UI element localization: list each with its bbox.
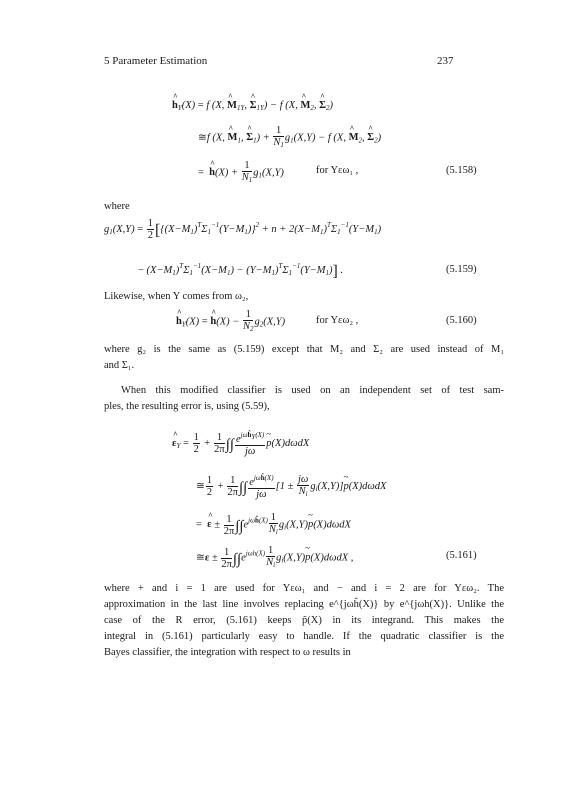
condition-omega2: for Yεω₂ ,	[316, 315, 359, 326]
equation-g1-line2: − $(X-M_1)^T\Sigma_1^{-1}(X-M_1) - (Y-M_1)^T\Sigma_1^{-1}(Y-M_1)$] .	[138, 262, 344, 280]
final-paragraph-line1: where + and i = 1 are used for Yεω₁ and − and i = 2 are for Yεω₂. The	[104, 583, 504, 594]
final-paragraph-line4: integral in (5.161) particularly easy to handle. If the quadratic classifier is the	[104, 631, 504, 642]
paragraph-classifier-line1: When this modified classifier is used on an independent set of test sam-	[121, 385, 504, 396]
likewise-text: Likewise, when Y comes from ω₂,	[104, 291, 249, 302]
paragraph-classifier-line2: ples, the resulting error is, using (5.59),	[104, 401, 270, 412]
condition-omega1: for Yεω₁ ,	[316, 165, 359, 176]
where-label-1: where	[104, 201, 130, 212]
equation-error-line2: ≅ $\frac{1}{2}$ + $\frac{1}{2\pi}$ ∫∫ $\frac{e^{j\omega ĥ(X)}}{j\omega}$ [1 ± $\frac{j\omega}{N_i}$ $g_i(X,Y)]\sim$ p(X)dωdX	[196, 473, 386, 500]
equation-number-5-158: (5.158)	[446, 165, 477, 176]
where-g2-line1: where g₂ is the same as (5.159) except that M₂ and Σ₂ are used instead of M₁	[104, 344, 504, 355]
equation-error-line4: ≅ε ± $\frac{1}{2\pi}$ $\int\int e^{j\omega h(X)}$ $\frac{1}{N_i}$ $g_i(X,Y)\sim$ p(X)dωdX ,	[196, 545, 353, 571]
running-header-chapter: 5 Parameter Estimation	[104, 55, 208, 67]
equation-g1-line1: $g_1(X,Y)$ = $\frac{1}{2}$ [$\{(X-M_1)^T\Sigma_1^{-1}(Y-M_1)\}^2 + n + 2(X-M_1)^T\Sigma_1^{-1}(Y-M_1)$	[104, 218, 382, 241]
final-paragraph-line3: case of the R error, (5.161) keeps p̃(X) in its integrand. This makes the	[104, 615, 504, 626]
equation-error-line1: ^ $\varepsilon_Y$ = $\frac{1}{2}$ + $\frac{1}{2\pi}$ ∫∫ $\frac{e^{j\omega ĥY(X)}}{j\omega}$ ~ p(X)dωdX	[172, 430, 309, 457]
equation-h-hat-line2: ≅f (X, ^ $M_1$, ^ $\Sigma_1$) + $\frac{1}{N_1}$ $g_1(X,Y) - f$ (X, ^ $M_2$, ^ $\Sigma_2$)	[198, 125, 381, 151]
equation-h-hat-omega2: ^ $h_Y(X)$ = ^ h(X) − $\frac{1}{N_2}$ $g_2(X,Y)$	[176, 309, 285, 335]
equation-number-5-159: (5.159)	[446, 264, 477, 275]
equation-h-hat-line3: = ^ h(X) + $\frac{1}{N_1}$ $g_1(X,Y)$	[198, 160, 284, 186]
page-number: 237	[437, 55, 454, 67]
final-paragraph-line2: approximation in the last line involves replacing e^{jωĥ(X)} by e^{jωh(X)}. Unlike the	[104, 599, 504, 610]
final-paragraph-line5: Bayes classifier, the integration with respect to ω results in	[104, 647, 351, 658]
where-g2-line2: and Σ₁.	[104, 360, 135, 371]
equation-number-5-161: (5.161)	[446, 550, 477, 561]
equation-number-5-160: (5.160)	[446, 315, 477, 326]
equation-h-hat-line1: ^ $h_Y(X) = f$ (X, ^ $M_{1Y}$, ^ $\Sigma_{1Y}) - f$ (X, ^ $M_2$, ^ $\Sigma_2$)	[172, 100, 333, 112]
equation-error-line3: = ^ ε ± $\frac{1}{2\pi}$ $\int\int e^{j\omega ĥ(X)}$ $\frac{1}{N_i}$ $g_i(X,Y)\sim$ p(X)dωdX	[196, 512, 351, 538]
